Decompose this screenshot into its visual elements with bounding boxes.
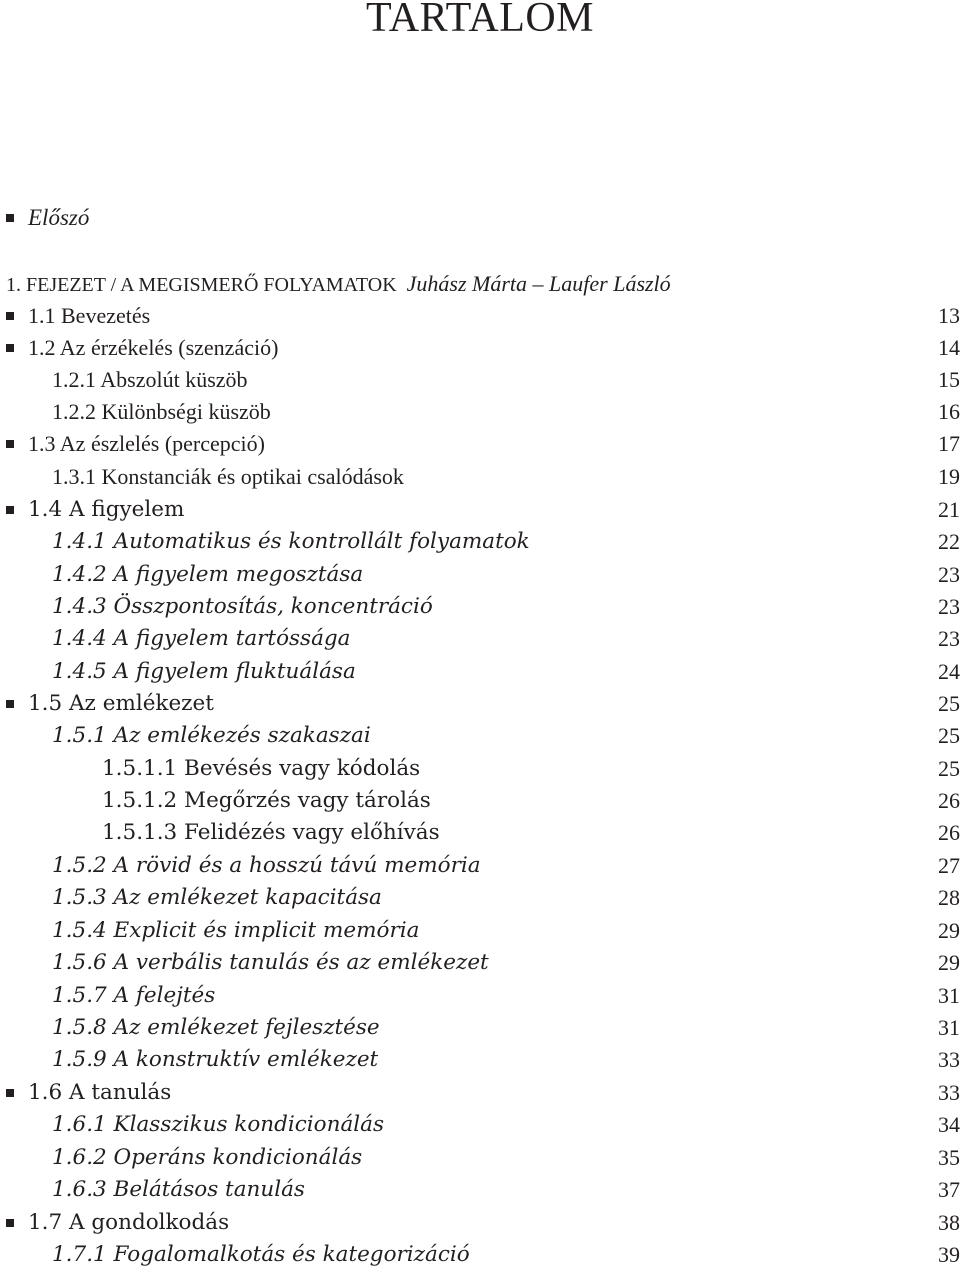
toc-entry[interactable] [0, 428, 960, 460]
chapter-label: 1. FEJEZET / A MEGISMERŐ FOLYAMATOK [6, 274, 397, 296]
toc-entry-page: 23 [938, 626, 960, 651]
toc-entry[interactable] [0, 850, 960, 882]
bullet-icon [6, 440, 14, 448]
toc-entry-label: 1.5.1.2 Megőrzés vagy tárolás [102, 788, 431, 813]
toc-entry-label: 1.5.9 A konstruktív emlékezet [52, 1047, 379, 1072]
toc-entry-page: 16 [938, 399, 960, 424]
toc-entry-page: 31 [938, 1015, 960, 1040]
toc-entry-label: 1.4.4 A figyelem tartóssága [52, 626, 351, 651]
bullet-icon [6, 700, 14, 708]
toc-entry-page: 39 [938, 1242, 960, 1267]
toc-entry-label: 1.6.1 Klasszikus kondicionálás [52, 1112, 385, 1137]
toc-entry[interactable] [0, 396, 960, 428]
toc-entry-label: 1.4.1 Automatikus és kontrollált folyamatok [52, 529, 530, 554]
toc-entry-page: 29 [938, 918, 960, 943]
toc-entry-page: 15 [938, 367, 960, 392]
toc-entry-page: 27 [938, 853, 960, 878]
toc-entry[interactable] [0, 559, 960, 591]
bullet-icon [6, 1219, 14, 1227]
page-title: TARTALOM [365, 0, 595, 41]
toc-entry-page: 24 [938, 659, 960, 684]
toc-entry-page: 14 [938, 335, 960, 360]
toc-entry-page: 33 [938, 1080, 960, 1105]
toc-entry[interactable] [0, 1044, 960, 1076]
toc-entry-page: 19 [938, 464, 960, 489]
toc-entry[interactable] [0, 1174, 960, 1206]
toc-entry[interactable] [0, 785, 960, 817]
toc-entry-page: 31 [938, 983, 960, 1008]
toc-entry-page: 29 [938, 950, 960, 975]
toc-entry-label: 1.2.2 Különbségi küszöb [52, 399, 271, 424]
toc-entry[interactable] [0, 688, 960, 720]
bullet-icon [6, 1089, 14, 1097]
toc-entry-label: 1.4 A figyelem [28, 497, 185, 522]
toc-entry-label: Előszó [28, 205, 90, 230]
bullet-icon [6, 312, 14, 320]
toc-entry-page: 38 [938, 1210, 960, 1235]
toc-entry-page: 26 [938, 788, 960, 813]
toc-entry-label: 1.1 Bevezetés [28, 303, 151, 328]
toc-entry-page: 35 [938, 1145, 960, 1170]
toc-entry-label: 1.2 Az érzékelés (szenzáció) [28, 335, 279, 360]
toc-entry-page: 25 [938, 723, 960, 748]
toc-entry[interactable] [0, 591, 960, 623]
toc-entry-label: 1.5.1.3 Felidézés vagy előhívás [102, 820, 440, 845]
toc-entry-label: 1.5.6 A verbális tanulás és az emlékezet [52, 950, 489, 975]
toc-entry[interactable] [0, 817, 960, 849]
toc-entry-label: 1.5.2 A rövid és a hosszú távú memória [52, 853, 481, 878]
toc-entry-label: 1.3.1 Konstanciák és optikai csalódások [52, 464, 404, 489]
toc-entry-label: 1.5.1.1 Bevésés vagy kódolás [102, 756, 421, 781]
toc-entry-preface[interactable] [0, 202, 960, 234]
toc-entry-page: 25 [938, 756, 960, 781]
toc-entry-label: 1.4.2 A figyelem megosztása [52, 562, 364, 587]
toc-entry-page: 26 [938, 820, 960, 845]
toc-entry-page: 37 [938, 1177, 960, 1202]
toc-entry[interactable] [0, 526, 960, 558]
toc-entry[interactable] [0, 461, 960, 493]
chapter-title [6, 268, 671, 301]
toc-entry[interactable] [0, 980, 960, 1012]
toc-entry-page: 23 [938, 594, 960, 619]
toc-entry[interactable] [0, 947, 960, 979]
toc-entry-page: 33 [938, 1047, 960, 1072]
toc-entry[interactable] [0, 332, 960, 364]
toc-entry-label: 1.3 Az észlelés (percepció) [28, 431, 265, 456]
toc-entry-page: 22 [938, 529, 960, 554]
toc-entry[interactable] [0, 364, 960, 396]
toc-entry[interactable] [0, 1109, 960, 1141]
toc-entry-label: 1.5.1 Az emlékezés szakaszai [52, 723, 371, 748]
toc-entry-label: 1.6.2 Operáns kondicionálás [52, 1145, 363, 1170]
toc-entry[interactable] [0, 882, 960, 914]
bullet-icon [6, 344, 14, 352]
toc-entry[interactable] [0, 1239, 960, 1271]
toc-entry-page: 17 [938, 431, 960, 456]
toc-entry-page: 25 [938, 691, 960, 716]
toc-entry-label: 1.5.8 Az emlékezet fejlesztése [52, 1015, 380, 1040]
toc-entry[interactable] [0, 753, 960, 785]
toc-entry-page: 34 [938, 1112, 960, 1137]
toc-entry[interactable] [0, 1077, 960, 1109]
toc-entry[interactable] [0, 720, 960, 752]
toc-entry-label: 1.5.3 Az emlékezet kapacitása [52, 885, 382, 910]
chapter-heading[interactable] [0, 268, 960, 300]
toc-entry-page: 13 [938, 303, 960, 328]
toc-entry-label: 1.7.1 Fogalomalkotás és kategorizáció [52, 1242, 470, 1267]
toc-entry-label: 1.4.3 Összpontosítás, koncentráció [52, 594, 433, 619]
bullet-icon [6, 214, 14, 222]
toc-entry-label: 1.5.4 Explicit és implicit memória [52, 918, 420, 943]
toc-entry-page: 21 [938, 497, 960, 522]
toc-entry[interactable] [0, 1012, 960, 1044]
toc-entry-label: 1.4.5 A figyelem fluktuálása [52, 659, 356, 684]
toc-entry-label: 1.5 Az emlékezet [28, 691, 214, 716]
toc-entry[interactable] [0, 1142, 960, 1174]
bullet-icon [6, 506, 14, 514]
toc-entry[interactable] [0, 656, 960, 688]
toc-entry-page: 28 [938, 885, 960, 910]
toc-entry-label: 1.6 A tanulás [28, 1080, 172, 1105]
chapter-authors: Juhász Márta – Laufer László [406, 271, 671, 296]
toc-entry-label: 1.2.1 Abszolút küszöb [52, 367, 248, 392]
toc-entry-label: 1.7 A gondolkodás [28, 1210, 230, 1235]
toc-entry-label: 1.5.7 A felejtés [52, 983, 216, 1008]
toc-entry[interactable] [0, 915, 960, 947]
toc-entry[interactable] [0, 623, 960, 655]
toc-entry-label: 1.6.3 Belátásos tanulás [52, 1177, 305, 1202]
toc-entry[interactable] [0, 494, 960, 526]
toc-entry-page: 23 [938, 562, 960, 587]
toc-entry[interactable] [0, 300, 960, 332]
toc-entry[interactable] [0, 1207, 960, 1239]
